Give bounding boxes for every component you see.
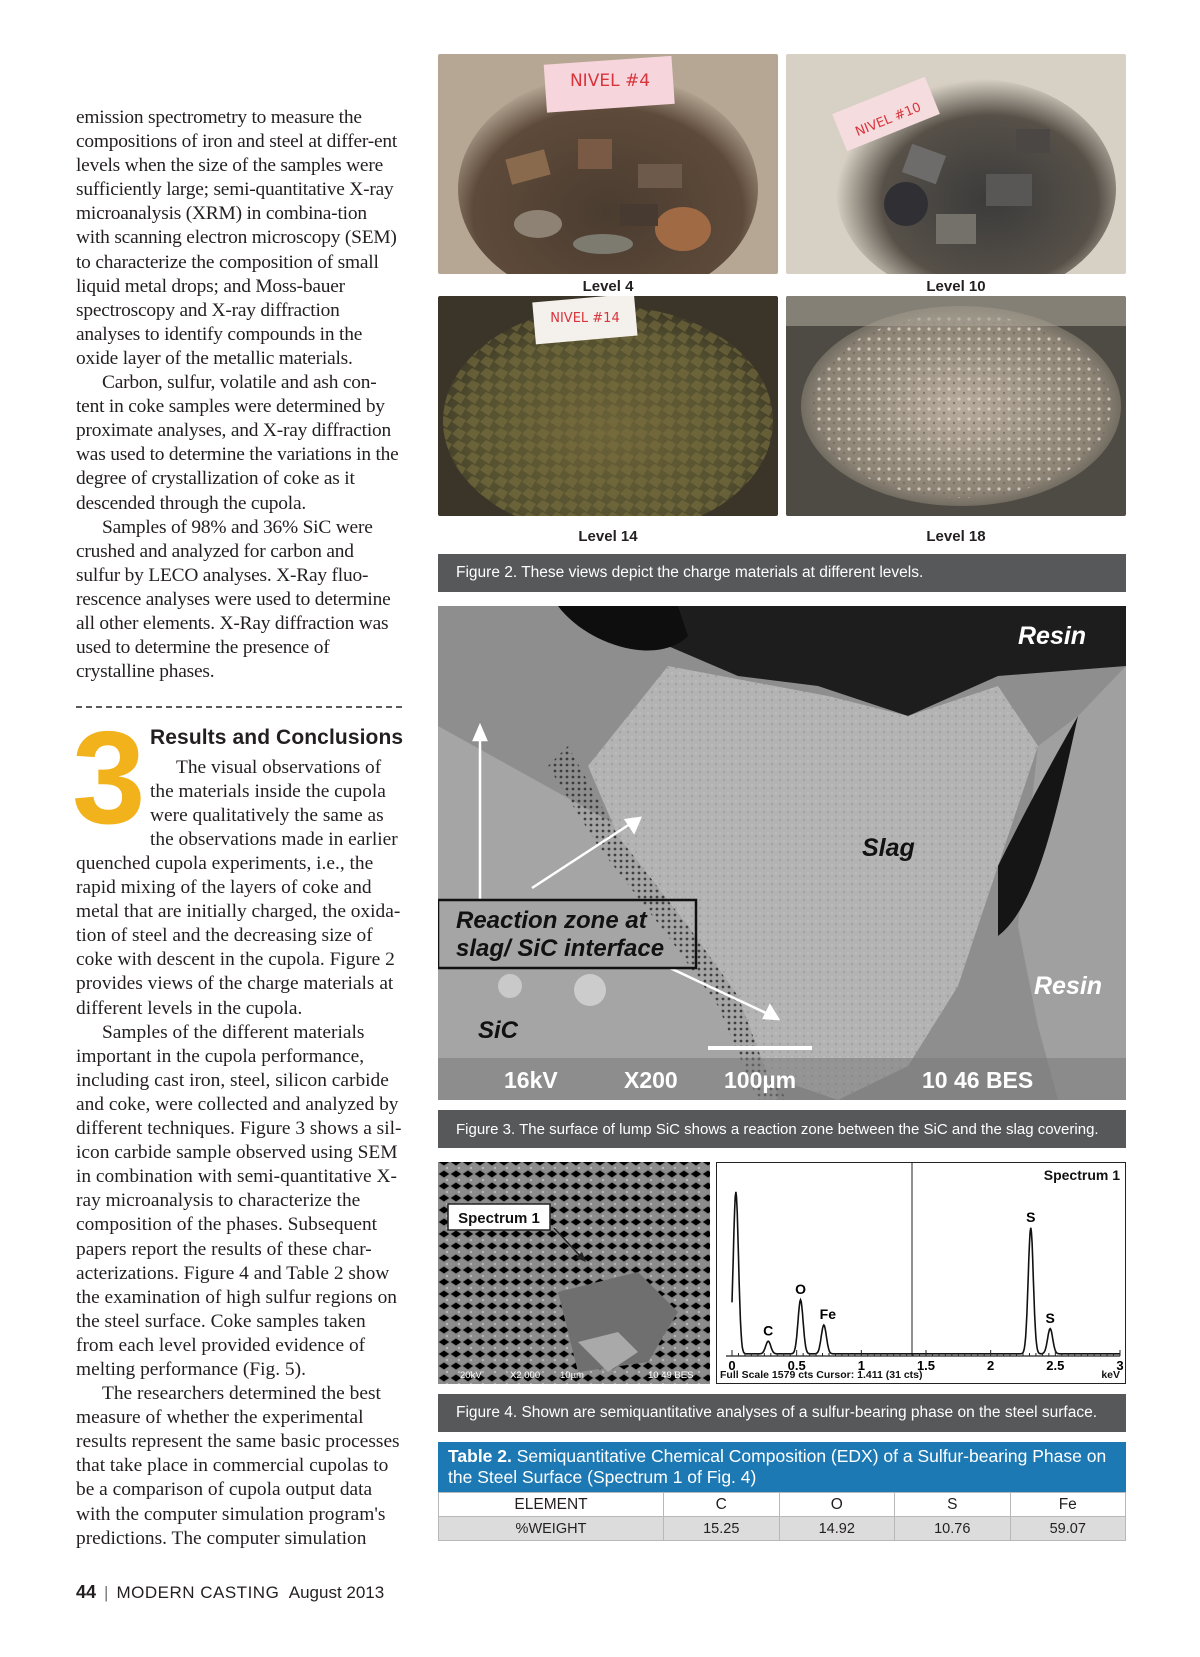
table-2: [438, 1492, 1126, 1541]
spectrum-title: Spectrum 1: [1043, 1167, 1120, 1183]
photo-label: Level 18: [926, 528, 986, 545]
table-2-title-rest: Semiquantitative Chemical Composition (EDX) of a Sulfur-bearing Phase on the Steel Surface (Spectrum 1 of Fig. 4): [448, 1446, 1107, 1487]
sem-mag: X200: [624, 1067, 678, 1093]
page-footer: [76, 1582, 384, 1603]
sem-kv: 20kV: [460, 1370, 482, 1381]
table-header-cell: S: [895, 1493, 1011, 1517]
paragraph: The researchers determined the best measure of whether the experimental results represent the same basic processes that take place in commercial cupolas to be a comparison of cupola output data with the computer simulation program's predictions. The computer simulation: [76, 1383, 400, 1549]
spectrum-label: Spectrum 1: [458, 1210, 540, 1227]
peak-label: C: [763, 1322, 774, 1339]
tick-label: 1: [857, 1358, 865, 1373]
table-cell: 15.25: [664, 1517, 780, 1541]
sem-id: 10 46 BES: [922, 1067, 1034, 1093]
paragraph: emission spectrometry to measure the compositions of iron and steel at differ-ent levels when the size of the samples were sufficiently large; semi-quantitative X-ray microanalysis (XRM) in combina-tion with scanning electron microscopy (SEM) to characterize the composition of small liquid metal drops; and Moss-bauer spectroscopy and X-ray diffraction analyses to identify compounds in the oxide layer of the metallic materials.: [76, 107, 398, 369]
paragraph: The visual observations of the materials inside the cupola were qualitatively the same as the observations made in earlier: [150, 757, 398, 851]
figure-4-caption: Figure 4. Shown are semiquantitative analyses of a sulfur-bearing phase on the steel surface.: [438, 1394, 1126, 1432]
tick-label: 2: [987, 1358, 995, 1373]
issue-date: August 2013: [288, 1583, 385, 1602]
page-number: 44: [76, 1582, 97, 1602]
photo-label: Level 14: [578, 528, 638, 545]
table-2-title-bold: Table 2.: [448, 1446, 512, 1466]
sem-mag: X2,000: [510, 1370, 541, 1381]
reaction-zone-label-2: slag/ SiC interface: [456, 935, 665, 962]
magazine-name: MODERN CASTING: [116, 1583, 280, 1602]
photo-level-10: [786, 54, 1126, 274]
spectrum-footer-right: keV: [1101, 1369, 1120, 1381]
sign-text: NIVEL #4: [569, 71, 651, 91]
peak-label: O: [795, 1281, 806, 1297]
spectrum-footer-left: Full Scale 1579 cts Cursor: 1.411 (31 cts): [720, 1369, 923, 1381]
paragraph: Samples of 98% and 36% SiC were crushed and analyzed for carbon and sulfur by LECO analyses. X-Ray fluo-rescence analyses were used to determine all other elements. X-Ray diffraction was used to determine the presence of crystalline phases.: [76, 516, 391, 683]
table-cell: 59.07: [1010, 1517, 1126, 1541]
paragraph: Carbon, sulfur, volatile and ash con-tent in coke samples were determined by proximate analyses, and X-ray diffraction was used to determine the variations in the degree of crystallization of coke as it descended through the cupola.: [76, 372, 399, 514]
section-heading: Results and Conclusions: [150, 726, 404, 749]
paragraph: Samples of the different materials important in the cupola performance, including cast iron, steel, silicon carbide and coke, were collected and analyzed by different techniques. Figure 3 shows a sil-icon carbide sample observed using SEM in combination with semi-quantitative X-ray microanalysis to characterize the composition of the phases. Subsequent papers report the results of these char-acterizations. Figure 4 and Table 2 show the examination of high sulfur regions on the steel surface. Coke samples taken from each level provided evidence of melting performance (Fig. 5).: [76, 1021, 402, 1380]
peak-label: S: [1045, 1309, 1055, 1326]
table-row: [439, 1517, 1126, 1541]
sem-scale: 10µm: [560, 1370, 584, 1381]
photo-level-4: [438, 54, 778, 274]
sign-text: NIVEL #10: [853, 100, 924, 140]
sign-text: NIVEL #14: [550, 311, 620, 326]
tick-label: 2.5: [1046, 1358, 1065, 1373]
body-text-column-2: [76, 852, 406, 1551]
photo-level-18: [786, 296, 1126, 516]
sem-kv: 16kV: [504, 1067, 558, 1093]
table-cell: %WEIGHT: [439, 1517, 664, 1541]
table-cell: 14.92: [779, 1517, 895, 1541]
tick-label: 0.5: [787, 1358, 806, 1373]
table-header-cell: O: [779, 1493, 895, 1517]
resin-bottom-label: Resin: [1034, 972, 1103, 1000]
resin-top-label: Resin: [1018, 622, 1087, 650]
figure-4-spectrum-chart: [716, 1162, 1126, 1384]
table-header-cell: Fe: [1010, 1493, 1126, 1517]
photo-label: Level 10: [926, 278, 986, 295]
section-number: 3: [72, 704, 146, 851]
peak-label: S: [1026, 1209, 1036, 1225]
tick-label: 0: [728, 1358, 736, 1373]
table-2-title: [438, 1442, 1126, 1492]
slag-label: Slag: [862, 834, 915, 862]
table-header-cell: C: [664, 1493, 780, 1517]
sem-scale: 100µm: [724, 1067, 797, 1093]
table-header-row: [439, 1493, 1126, 1517]
figure-3-sem-image: [438, 606, 1126, 1100]
tick-label: 1.5: [916, 1358, 936, 1373]
peak-label: Fe: [819, 1306, 836, 1323]
paragraph: quenched cupola experiments, i.e., the rapid mixing of the layers of coke and metal that are initially charged, the oxida-tion of steel and the decreasing size of coke with descent in the cupola. Figure 2 provides views of the charge materials at different levels in the cupola.: [76, 853, 401, 1019]
sem-id: 10 49 BES: [648, 1370, 694, 1381]
section-intro: [150, 756, 402, 852]
body-text-column-1: [76, 106, 402, 684]
figure-4-sem-image: [438, 1162, 710, 1384]
photo-level-14: [438, 296, 778, 516]
footer-separator: |: [104, 1583, 109, 1602]
photo-label: Level 4: [582, 278, 634, 295]
figure-2-caption: Figure 2. These views depict the charge materials at different levels.: [438, 554, 1126, 592]
figure-3-caption: Figure 3. The surface of lump SiC shows a reaction zone between the SiC and the slag covering.: [438, 1110, 1126, 1148]
table-cell: 10.76: [895, 1517, 1011, 1541]
reaction-zone-label-1: Reaction zone at: [456, 907, 647, 934]
table-header-cell: ELEMENT: [439, 1493, 664, 1517]
tick-label: 3: [1116, 1358, 1124, 1373]
sic-label: SiC: [478, 1017, 519, 1044]
